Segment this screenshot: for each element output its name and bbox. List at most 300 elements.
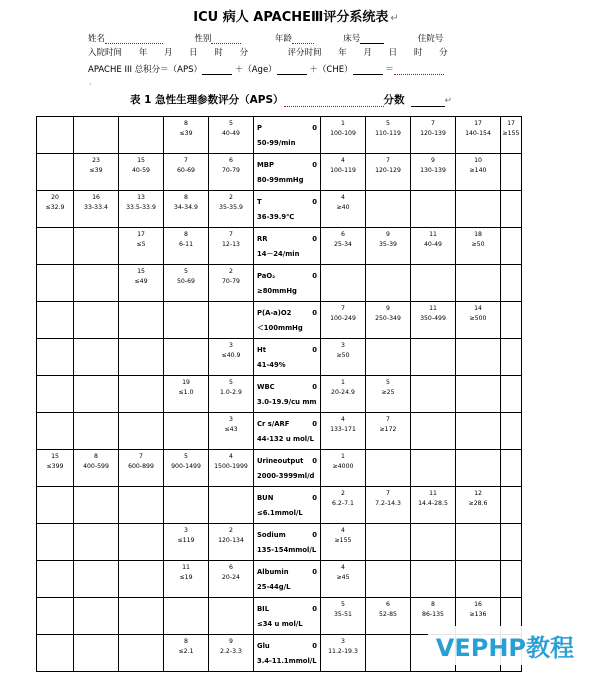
score-cell[interactable] (366, 561, 411, 598)
score-points: 15 (137, 268, 145, 275)
score-cell[interactable] (366, 450, 411, 487)
parameter-cell (254, 524, 321, 561)
normal-range: 44-132 u mol/L (257, 435, 314, 443)
score-cell[interactable] (321, 376, 366, 413)
score-cell[interactable] (119, 228, 164, 265)
score-points: 3 (341, 638, 345, 645)
score-cell[interactable] (209, 413, 254, 450)
score-cell[interactable] (209, 302, 254, 339)
score-cell[interactable] (37, 413, 74, 450)
score-cell[interactable] (119, 561, 164, 598)
score-cell[interactable] (37, 265, 74, 302)
score-cell[interactable] (119, 598, 164, 635)
score-cell[interactable] (321, 302, 366, 339)
normal-range: 3.4-11.1mmol/L (257, 657, 317, 665)
normal-score: 0 (312, 346, 317, 354)
parameter-cell (254, 450, 321, 487)
score-cell[interactable] (456, 191, 501, 228)
normal-score: 0 (312, 531, 317, 539)
age-blank[interactable] (292, 35, 314, 44)
score-cell[interactable] (456, 265, 501, 302)
score-cell[interactable] (456, 487, 501, 524)
score-cell[interactable] (501, 450, 522, 487)
score-cell[interactable] (164, 376, 209, 413)
score-range: ≥155 (334, 537, 352, 544)
score-cell[interactable] (119, 191, 164, 228)
score-range: 70-79 (222, 278, 240, 285)
score-cell[interactable] (209, 228, 254, 265)
score-points: 20 (51, 194, 59, 201)
score-cell[interactable] (366, 524, 411, 561)
score-cell[interactable] (366, 191, 411, 228)
total-label: APACHE III 总积分＝（APS） (88, 65, 203, 75)
table-row (37, 302, 522, 339)
score-cell[interactable] (209, 524, 254, 561)
score-points: 4 (341, 157, 345, 164)
score-cell[interactable] (119, 524, 164, 561)
score-points: 5 (229, 379, 233, 386)
score-cell[interactable] (209, 265, 254, 302)
score-range: 1.0-2.9 (220, 389, 242, 396)
score-range: 110-119 (375, 130, 401, 137)
name-label: 姓名 (88, 34, 106, 44)
score-range: 35-51 (334, 611, 352, 618)
score-cell[interactable] (501, 487, 522, 524)
score-cell[interactable] (74, 191, 119, 228)
score-cell[interactable] (366, 339, 411, 376)
score-cell[interactable] (74, 265, 119, 302)
score-cell[interactable] (321, 450, 366, 487)
score-cell[interactable] (456, 524, 501, 561)
score-cell[interactable] (209, 598, 254, 635)
score-cell[interactable] (321, 635, 366, 672)
score-cell[interactable] (411, 339, 456, 376)
score-points: 8 (184, 231, 188, 238)
score-cell[interactable] (164, 487, 209, 524)
score-cell[interactable] (37, 635, 74, 672)
score-cell[interactable] (321, 191, 366, 228)
score-cell[interactable] (164, 450, 209, 487)
score-cell[interactable] (366, 302, 411, 339)
score-points: 7 (184, 157, 188, 164)
score-cell[interactable] (164, 154, 209, 191)
score-points: 6 (229, 564, 233, 571)
score-range: 6.2-7.1 (332, 500, 354, 507)
gender-blank[interactable] (211, 35, 241, 44)
score-points: 3 (184, 527, 188, 534)
normal-score: 0 (312, 161, 317, 169)
score-range: 52-85 (379, 611, 397, 618)
score-points: 4 (341, 527, 345, 534)
score-cell[interactable] (209, 376, 254, 413)
bed-blank[interactable] (360, 35, 384, 44)
normal-score: 0 (312, 420, 317, 428)
table-row (37, 154, 522, 191)
score-cell[interactable] (321, 265, 366, 302)
score-range: ≤39 (89, 167, 103, 174)
score-cell[interactable] (411, 228, 456, 265)
score-range: 900-1499 (171, 463, 201, 470)
score-points: 12 (474, 490, 482, 497)
normal-score: 0 (312, 605, 317, 613)
score-cell[interactable] (366, 413, 411, 450)
score-cell[interactable] (501, 265, 522, 302)
score-cell[interactable] (501, 228, 522, 265)
parameter-cell (254, 191, 321, 228)
normal-score: 0 (312, 124, 317, 132)
score-cell[interactable] (456, 413, 501, 450)
normal-range: 135-154mmol/L (257, 546, 317, 554)
score-cell[interactable] (411, 117, 456, 154)
score-points: 5 (184, 453, 188, 460)
score-cell[interactable] (37, 191, 74, 228)
score-cell[interactable] (164, 117, 209, 154)
score-cell[interactable] (74, 228, 119, 265)
score-cell[interactable] (321, 598, 366, 635)
che-blank[interactable] (353, 66, 383, 75)
score-cell[interactable] (37, 228, 74, 265)
score-cell[interactable] (209, 117, 254, 154)
score-cell[interactable] (74, 598, 119, 635)
score-cell[interactable] (74, 487, 119, 524)
score-range: 60-69 (177, 167, 195, 174)
score-cell[interactable] (164, 524, 209, 561)
score-cell[interactable] (74, 524, 119, 561)
score-cell[interactable] (74, 302, 119, 339)
score-cell[interactable] (321, 561, 366, 598)
score-cell[interactable] (411, 561, 456, 598)
score-cell[interactable] (119, 487, 164, 524)
score-cell[interactable] (366, 265, 411, 302)
score-cell[interactable] (164, 598, 209, 635)
score-points: 18 (474, 231, 482, 238)
score-range: ≤49 (134, 278, 148, 285)
score-points: 7 (386, 490, 390, 497)
score-cell[interactable] (501, 117, 522, 154)
score-points: 17 (507, 120, 515, 127)
score-range: 6-11 (178, 241, 194, 248)
score-cell[interactable] (456, 302, 501, 339)
score-cell[interactable] (164, 561, 209, 598)
score-points: 4 (229, 453, 233, 460)
score-cell[interactable] (164, 265, 209, 302)
score-points: 16 (92, 194, 100, 201)
score-cell[interactable] (119, 635, 164, 672)
parameter-name: WBC (257, 383, 275, 391)
normal-range: 2000-3999ml/d (257, 472, 315, 480)
score-cell[interactable] (37, 561, 74, 598)
score-cell[interactable] (456, 376, 501, 413)
score-cell[interactable] (501, 302, 522, 339)
score-cell[interactable] (37, 524, 74, 561)
score-cell[interactable] (209, 339, 254, 376)
normal-score: 0 (312, 383, 317, 391)
score-cell[interactable] (366, 635, 411, 672)
score-cell[interactable] (321, 154, 366, 191)
score-cell[interactable] (411, 376, 456, 413)
score-range: 100-109 (330, 130, 356, 137)
score-cell[interactable] (37, 117, 74, 154)
score-range: ≤399 (46, 463, 64, 470)
score-range: 1500-1999 (214, 463, 248, 470)
score-cell[interactable] (119, 265, 164, 302)
score-cell[interactable] (119, 117, 164, 154)
score-cell[interactable] (411, 302, 456, 339)
score-cell[interactable] (366, 228, 411, 265)
score-cell[interactable] (37, 302, 74, 339)
bed-label: 床号 (343, 34, 361, 44)
score-range: 7.2-14.3 (375, 500, 401, 507)
score-range: ≤5 (136, 241, 146, 248)
score-range: 35-35.9 (219, 204, 243, 211)
score-points: 3 (229, 342, 233, 349)
score-range: ≥50 (336, 352, 350, 359)
score-cell[interactable] (456, 228, 501, 265)
score-cell[interactable] (209, 561, 254, 598)
score-points: 2 (229, 268, 233, 275)
total-blank[interactable] (394, 66, 444, 75)
score-cell[interactable] (366, 117, 411, 154)
score-cell[interactable] (411, 191, 456, 228)
table-row (37, 228, 522, 265)
score-points: 7 (386, 157, 390, 164)
score-cell[interactable] (366, 154, 411, 191)
parameter-name: BIL (257, 605, 270, 613)
score-cell[interactable] (209, 191, 254, 228)
score-cell[interactable] (501, 524, 522, 561)
score-range: 100-119 (330, 167, 356, 174)
score-cell[interactable] (456, 561, 501, 598)
score-points: 5 (386, 120, 390, 127)
score-points: 5 (184, 268, 188, 275)
score-points: 6 (229, 157, 233, 164)
score-cell[interactable] (209, 487, 254, 524)
score-cell[interactable] (37, 376, 74, 413)
score-cell[interactable] (456, 154, 501, 191)
score-points: 8 (94, 453, 98, 460)
score-range: 33.5-33.9 (126, 204, 156, 211)
score-cell[interactable] (74, 450, 119, 487)
normal-range: 80-99mmHg (257, 176, 304, 184)
normal-range: 25-44g/L (257, 583, 291, 591)
score-cell[interactable] (74, 154, 119, 191)
score-range: ≥172 (379, 426, 397, 433)
score-cell[interactable] (74, 413, 119, 450)
score-points: 7 (139, 453, 143, 460)
score-cell[interactable] (366, 376, 411, 413)
score-cell[interactable] (456, 339, 501, 376)
normal-score: 0 (312, 309, 317, 317)
table-row (37, 413, 522, 450)
score-range: 600-899 (128, 463, 154, 470)
score-range: 11.2-19.3 (328, 648, 358, 655)
score-points: 9 (229, 638, 233, 645)
score-points: 11 (429, 305, 437, 312)
score-range: 2.2-3.3 (220, 648, 242, 655)
age-score-label: ＋（Age） (234, 65, 277, 75)
page-title: ICU 病人 APACHEⅢ评分系统表 ↵ (193, 10, 399, 25)
score-cell[interactable] (411, 450, 456, 487)
score-range: ≤2.1 (178, 648, 194, 655)
score-time-label: 评分时间 (287, 48, 322, 58)
score-range: 33-33.4 (84, 204, 108, 211)
score-cell[interactable] (411, 413, 456, 450)
table-title: 表 1 急性生理参数评分（APS） 分数 ↵ (130, 94, 453, 106)
score-range: 120-129 (375, 167, 401, 174)
score-range: 50-69 (177, 278, 195, 285)
table-row (37, 450, 522, 487)
score-cell[interactable] (321, 117, 366, 154)
score-points: 14 (474, 305, 482, 312)
score-cell[interactable] (501, 413, 522, 450)
score-points: 13 (137, 194, 145, 201)
total-score-row (88, 63, 444, 75)
parameter-name: P (257, 124, 262, 132)
score-cell[interactable] (456, 450, 501, 487)
score-points: 6 (386, 601, 390, 608)
score-cell[interactable] (119, 339, 164, 376)
score-cell[interactable] (501, 561, 522, 598)
score-range: 120-139 (420, 130, 446, 137)
score-points: 17 (474, 120, 482, 127)
parameter-cell (254, 561, 321, 598)
score-cell[interactable] (74, 376, 119, 413)
score-range: 120-134 (218, 537, 244, 544)
score-cell[interactable] (37, 598, 74, 635)
score-cell[interactable] (74, 339, 119, 376)
score-points: 17 (137, 231, 145, 238)
score-cell[interactable] (37, 339, 74, 376)
score-cell[interactable] (164, 228, 209, 265)
score-range: 40-59 (132, 167, 150, 174)
score-cell[interactable] (164, 191, 209, 228)
table-title-blank[interactable] (284, 96, 384, 107)
score-cell[interactable] (37, 154, 74, 191)
score-cell[interactable] (411, 154, 456, 191)
score-points: 1 (341, 120, 345, 127)
score-points: 7 (341, 305, 345, 312)
normal-range: 50-99/min (257, 139, 296, 147)
table-row (37, 117, 522, 154)
parameter-cell (254, 154, 321, 191)
score-cell[interactable] (164, 635, 209, 672)
score-points: 4 (341, 564, 345, 571)
normal-range: 3.0-19.9/cu mm (257, 398, 317, 406)
score-cell[interactable] (74, 561, 119, 598)
score-cell[interactable] (119, 302, 164, 339)
score-cell[interactable] (501, 376, 522, 413)
score-cell[interactable] (456, 117, 501, 154)
score-range: ≥45 (336, 574, 350, 581)
score-cell[interactable] (501, 191, 522, 228)
score-range: ≥50 (471, 241, 485, 248)
aps-table (36, 116, 522, 672)
score-range: 350-499 (420, 315, 446, 322)
time-info-row: 入院时间 年 月 日 时 分 评分时间 年 月 日 时 分 (88, 48, 448, 58)
score-points: 2 (341, 490, 345, 497)
score-cell[interactable] (164, 413, 209, 450)
score-cell[interactable] (119, 376, 164, 413)
score-cell[interactable] (209, 635, 254, 672)
normal-score: 0 (312, 642, 317, 650)
parameter-cell (254, 487, 321, 524)
score-range: 40-49 (424, 241, 442, 248)
score-cell[interactable] (321, 228, 366, 265)
score-range: 35-39 (379, 241, 397, 248)
score-cell[interactable] (209, 154, 254, 191)
score-range: ≥40 (336, 204, 350, 211)
score-cell[interactable] (119, 413, 164, 450)
score-cell[interactable] (411, 524, 456, 561)
score-cell[interactable] (366, 598, 411, 635)
score-cell[interactable] (411, 265, 456, 302)
equals-sign: ＝ (385, 65, 394, 75)
score-points: 8 (431, 601, 435, 608)
score-cell[interactable] (119, 450, 164, 487)
score-points: 7 (431, 120, 435, 127)
score-cell[interactable] (119, 154, 164, 191)
score-range: 34-34.9 (174, 204, 198, 211)
score-range: 250-349 (375, 315, 401, 322)
score-cell[interactable] (321, 487, 366, 524)
score-range: 86-135 (422, 611, 444, 618)
score-cell[interactable] (37, 487, 74, 524)
score-cell[interactable] (411, 487, 456, 524)
score-range: 20-24 (222, 574, 240, 581)
score-cell[interactable] (501, 154, 522, 191)
score-range: 140-154 (465, 130, 491, 137)
score-cell[interactable] (164, 302, 209, 339)
score-cell[interactable] (164, 339, 209, 376)
che-label: ＋（CHE） (309, 65, 353, 75)
score-cell[interactable] (209, 450, 254, 487)
score-points: 3 (229, 416, 233, 423)
name-blank[interactable] (105, 35, 163, 44)
score-cell[interactable] (366, 487, 411, 524)
score-range: 133-171 (330, 426, 356, 433)
gender-label: 性别 (194, 34, 212, 44)
score-range: ≤43 (224, 426, 238, 433)
score-cell[interactable] (74, 117, 119, 154)
table-row (37, 265, 522, 302)
score-points: 9 (386, 305, 390, 312)
score-range: ≤1.0 (178, 389, 194, 396)
score-points: 5 (386, 379, 390, 386)
score-label: 分数 (383, 94, 405, 106)
score-cell[interactable] (74, 635, 119, 672)
score-cell[interactable] (321, 339, 366, 376)
normal-score: 0 (312, 568, 317, 576)
score-cell[interactable] (321, 524, 366, 561)
score-cell[interactable] (321, 413, 366, 450)
score-points: 11 (429, 231, 437, 238)
age-score-blank[interactable] (277, 66, 307, 75)
score-range: 14.4-28.5 (418, 500, 448, 507)
parameter-cell (254, 376, 321, 413)
normal-score: 0 (312, 272, 317, 280)
table-row (37, 376, 522, 413)
score-cell[interactable] (501, 339, 522, 376)
aps-blank[interactable] (202, 66, 232, 75)
patient-info-row (88, 32, 443, 44)
parameter-name: Cr s/ARF (257, 420, 290, 428)
score-range: 40-49 (222, 130, 240, 137)
score-blank[interactable] (411, 96, 445, 107)
score-points: 19 (182, 379, 190, 386)
score-cell[interactable] (37, 450, 74, 487)
normal-range: 14－24/min (257, 250, 300, 258)
table-row (37, 487, 522, 524)
